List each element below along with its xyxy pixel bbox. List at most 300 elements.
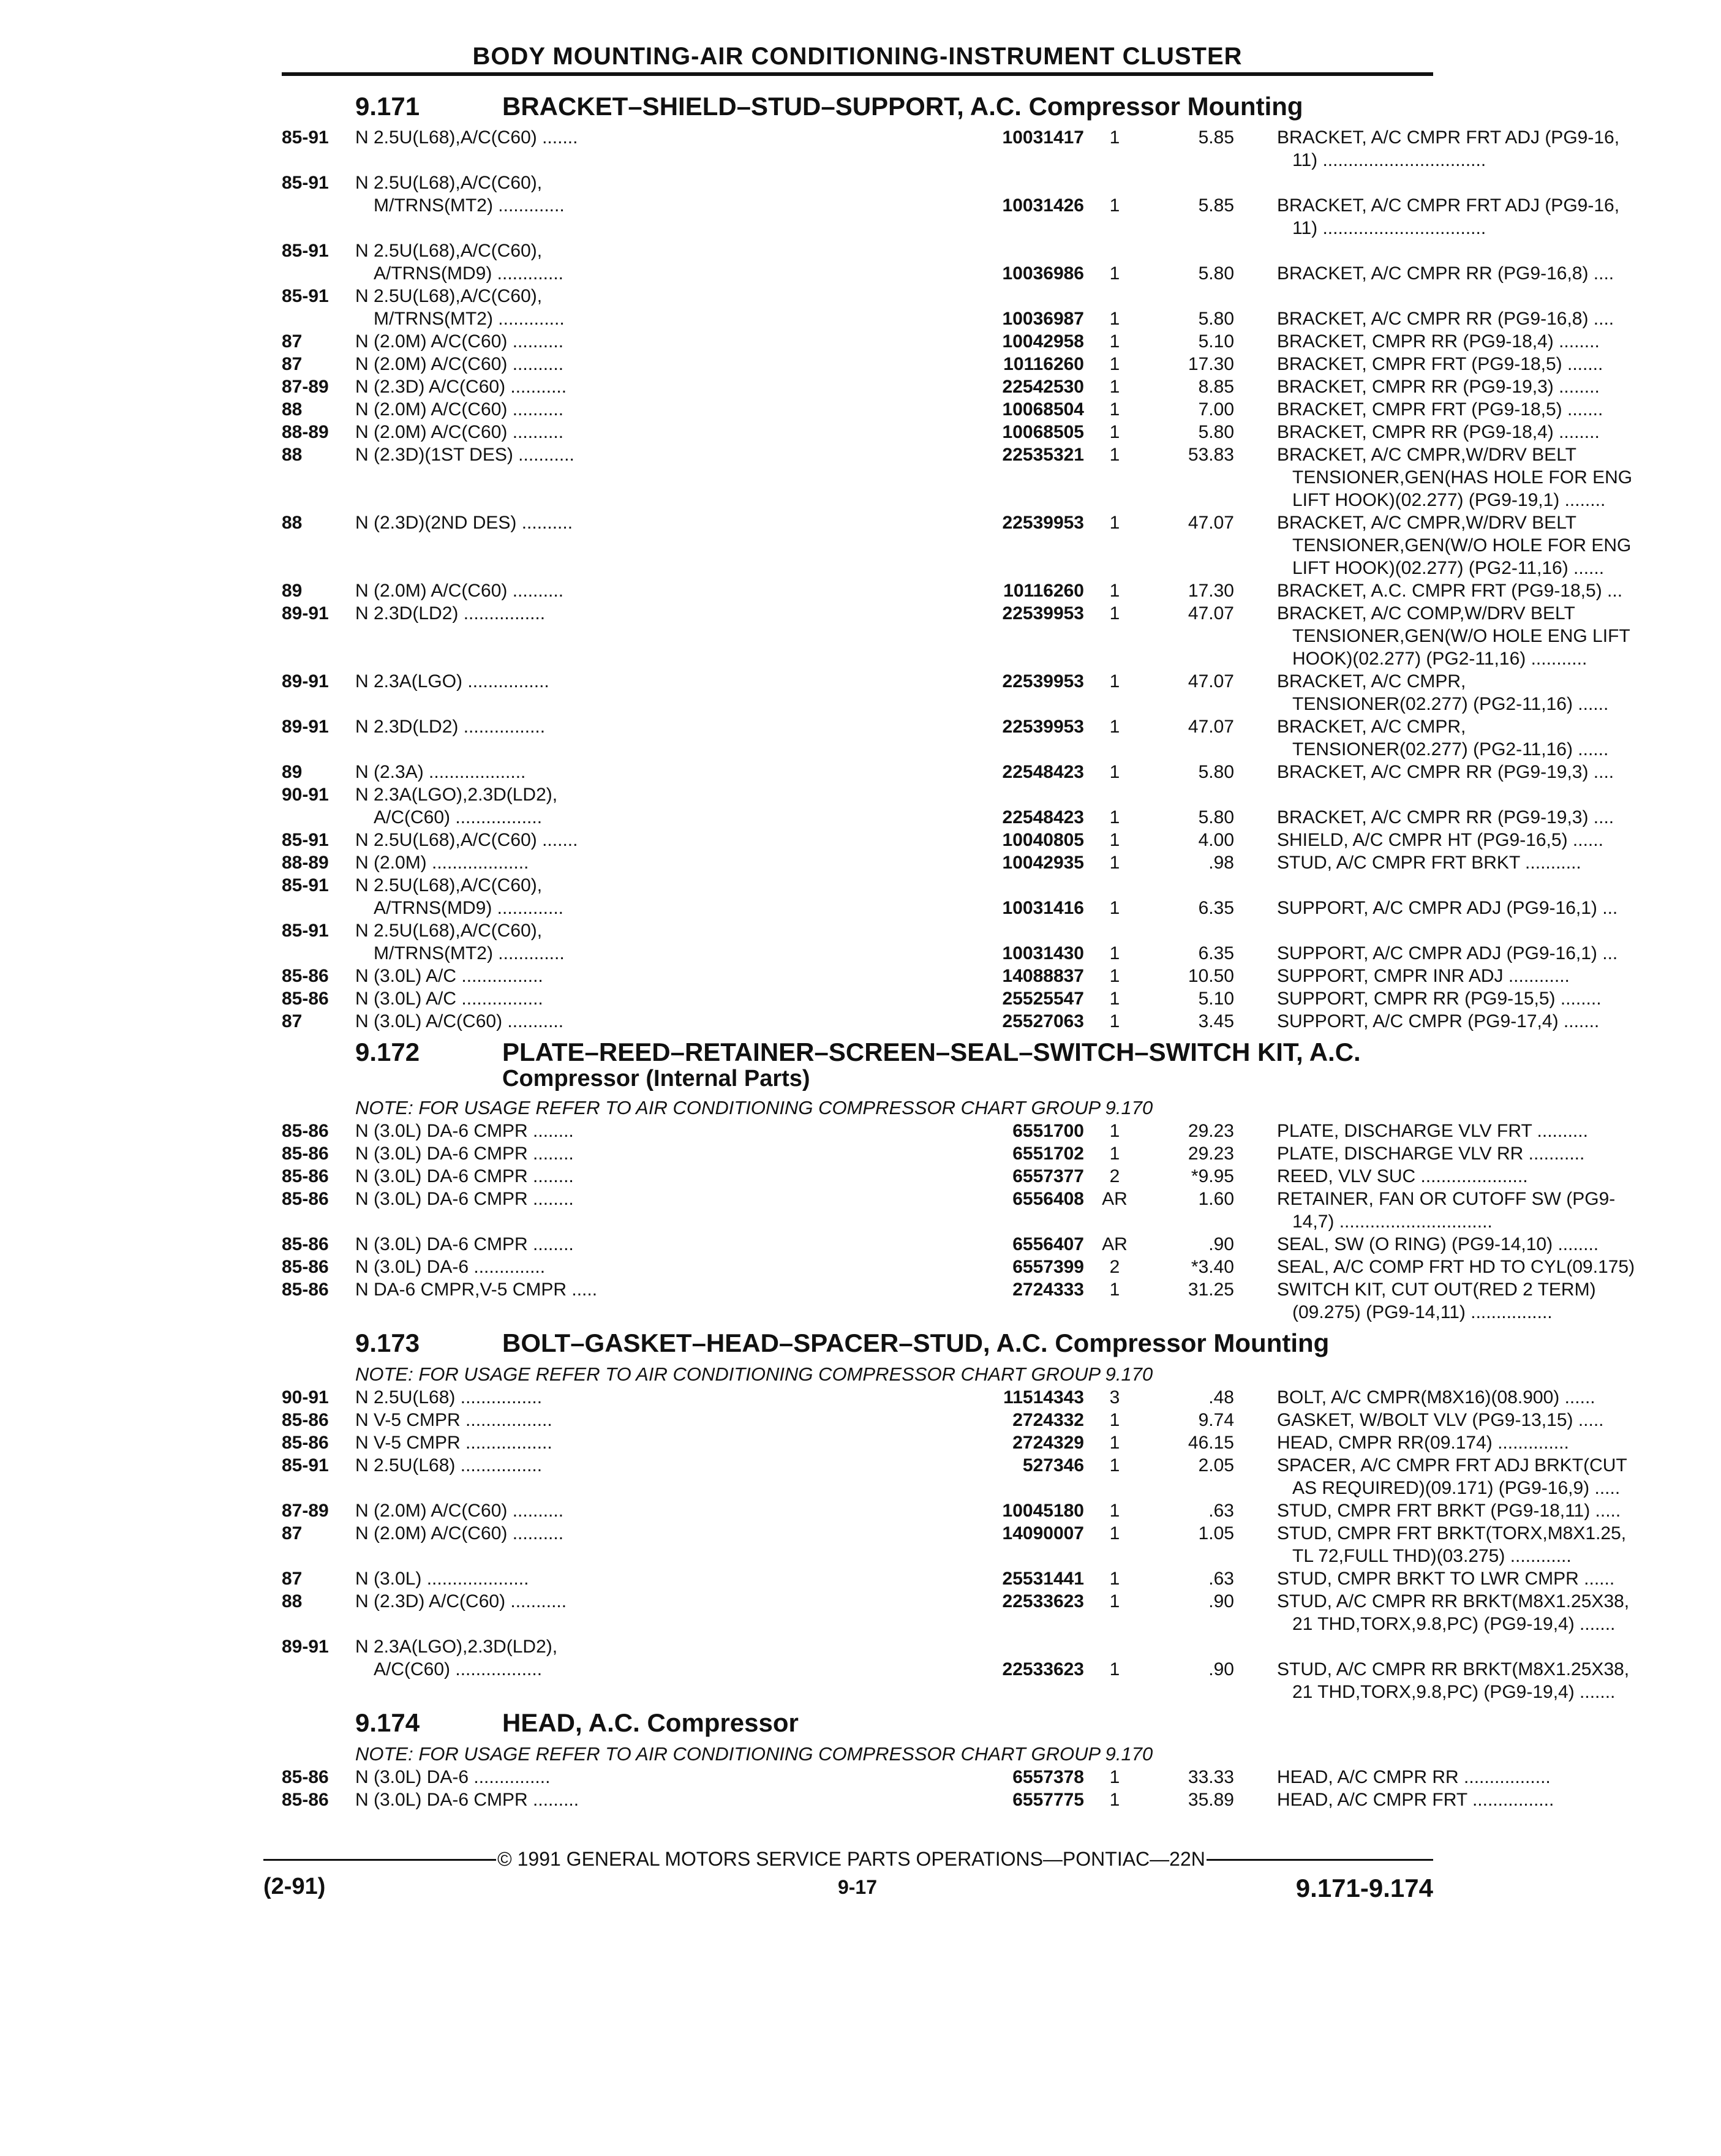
price: .90 xyxy=(1208,1234,1234,1254)
quantity: 1 xyxy=(1109,717,1120,737)
part-name: LIFT HOOK)(02.277) (PG2-11,16) ...... xyxy=(1292,558,1605,578)
application-desc: N (3.0L) DA-6 CMPR ........ xyxy=(355,1121,574,1141)
part-number: 10031417 xyxy=(1002,127,1084,148)
section-title: BOLT–GASKET–HEAD–SPACER–STUD, A.C. Compressor Mounting xyxy=(502,1329,1330,1357)
quantity: 1 xyxy=(1109,1280,1120,1300)
part-name: STUD, A/C CMPR RR BRKT(M8X1.25X38, xyxy=(1277,1659,1630,1679)
application-desc: N (3.0L) DA-6 .............. xyxy=(355,1257,546,1277)
part-name: STUD, A/C CMPR RR BRKT(M8X1.25X38, xyxy=(1277,1591,1630,1611)
part-row xyxy=(282,172,1620,239)
model-years: 85-86 xyxy=(282,1767,329,1787)
part-row-line xyxy=(282,1431,1569,1454)
quantity: 1 xyxy=(1109,1144,1120,1164)
part-number: 10031426 xyxy=(1002,195,1084,216)
model-years: 85-86 xyxy=(282,1257,329,1277)
model-years: 88 xyxy=(282,513,303,533)
price: 5.80 xyxy=(1198,422,1234,442)
part-name: BRACKET, CMPR RR (PG9-18,4) ........ xyxy=(1277,422,1600,442)
footer-rule-right xyxy=(1207,1859,1433,1861)
model-years: 89-91 xyxy=(282,603,329,624)
part-row xyxy=(282,670,1609,715)
model-years: 85-86 xyxy=(282,1234,329,1254)
part-row xyxy=(282,1522,1627,1567)
part-name: 14,7) .............................. xyxy=(1292,1212,1493,1232)
part-name: BRACKET, A.C. CMPR FRT (PG9-18,5) ... xyxy=(1277,581,1623,601)
header-rule xyxy=(282,72,1433,76)
section-heading xyxy=(282,87,1433,126)
part-name: SUPPORT, A/C CMPR ADJ (PG9-16,1) ... xyxy=(1277,898,1618,918)
model-years: 88 xyxy=(282,1591,303,1611)
model-years: 88 xyxy=(282,445,303,465)
part-name: SHIELD, A/C CMPR HT (PG9-16,5) ...... xyxy=(1277,830,1603,850)
part-name: SEAL, A/C COMP FRT HD TO CYL(09.175) xyxy=(1277,1257,1635,1277)
model-years: 85-91 xyxy=(282,286,329,306)
footer-copyright: © 1991 GENERAL MOTORS SERVICE PARTS OPERATIONS—PONTIAC—22N xyxy=(497,1848,1205,1870)
part-row-line xyxy=(282,1210,1493,1233)
quantity: 1 xyxy=(1109,1121,1120,1141)
quantity: 1 xyxy=(1109,377,1120,397)
quantity: 1 xyxy=(1109,1523,1120,1544)
part-row xyxy=(282,1256,1635,1278)
part-row xyxy=(282,443,1633,511)
application-desc: N 2.5U(L68),A/C(C60), xyxy=(355,241,543,261)
price: 9.74 xyxy=(1198,1410,1234,1430)
part-number: 6557775 xyxy=(1012,1790,1084,1810)
quantity: 1 xyxy=(1109,943,1120,963)
part-row xyxy=(282,783,1614,829)
model-years: 87 xyxy=(282,1011,303,1031)
part-name: 21 THD,TORX,9.8,PC) (PG9-19,4) ....... xyxy=(1292,1682,1616,1702)
part-row xyxy=(282,1120,1588,1142)
quantity: 1 xyxy=(1109,1011,1120,1031)
price: 5.10 xyxy=(1198,331,1234,352)
part-row xyxy=(282,715,1609,761)
quantity: 1 xyxy=(1109,331,1120,352)
quantity: 1 xyxy=(1109,807,1120,827)
price: .63 xyxy=(1208,1569,1234,1589)
part-row xyxy=(282,1142,1585,1165)
quantity: 1 xyxy=(1109,309,1120,329)
part-row-line xyxy=(282,126,1620,149)
price: 2.05 xyxy=(1198,1455,1234,1476)
model-years: 85-86 xyxy=(282,1790,329,1810)
quantity: 1 xyxy=(1109,127,1120,148)
model-years: 85-91 xyxy=(282,127,329,148)
section-title: HEAD, A.C. Compressor xyxy=(502,1708,799,1737)
part-name: TL 72,FULL THD)(03.275) ............ xyxy=(1292,1546,1572,1566)
part-row xyxy=(282,602,1630,670)
part-row-line xyxy=(282,1499,1621,1522)
part-row-line xyxy=(282,761,1614,783)
part-row-line xyxy=(282,579,1623,602)
part-number: 2724332 xyxy=(1012,1410,1084,1430)
footer-date-code: (2-91) xyxy=(263,1874,326,1899)
price: 5.80 xyxy=(1198,807,1234,827)
part-number: 22535321 xyxy=(1002,445,1084,465)
part-row-line xyxy=(282,1454,1627,1477)
quantity: 1 xyxy=(1109,671,1120,692)
section-heading xyxy=(282,1324,1433,1363)
part-number: 10040805 xyxy=(1002,830,1084,850)
quantity: 1 xyxy=(1109,399,1120,420)
model-years: 89 xyxy=(282,762,303,782)
model-years: 85-86 xyxy=(282,1189,329,1209)
parts-section xyxy=(282,87,1633,1033)
quantity: 2 xyxy=(1109,1257,1120,1277)
part-name: BRACKET, CMPR FRT (PG9-18,5) ....... xyxy=(1277,399,1603,420)
quantity: 1 xyxy=(1109,1767,1120,1787)
model-years: 85-86 xyxy=(282,1166,329,1186)
part-row-line xyxy=(282,375,1600,398)
application-desc: N (3.0L) A/C(C60) ........... xyxy=(355,1011,564,1031)
part-row-line xyxy=(282,1301,1553,1324)
part-number: 6556408 xyxy=(1012,1189,1084,1209)
price: 47.07 xyxy=(1188,717,1234,737)
part-row xyxy=(282,353,1603,375)
quantity: 1 xyxy=(1109,195,1120,216)
price: 29.23 xyxy=(1188,1121,1234,1141)
application-desc: N (2.0M) A/C(C60) .......... xyxy=(355,1523,564,1544)
part-row xyxy=(282,1454,1627,1499)
application-desc: N (3.0L) DA-6 CMPR ......... xyxy=(355,1790,579,1810)
model-years: 89-91 xyxy=(282,671,329,692)
part-name: STUD, CMPR FRT BRKT(TORX,M8X1.25, xyxy=(1277,1523,1627,1544)
part-number: 22548423 xyxy=(1002,762,1084,782)
price: 10.50 xyxy=(1188,966,1234,986)
part-name: BRACKET, A/C CMPR RR (PG9-16,8) .... xyxy=(1277,309,1614,329)
part-number: 14090007 xyxy=(1002,1523,1084,1544)
part-name: REED, VLV SUC ..................... xyxy=(1277,1166,1528,1186)
part-row xyxy=(282,330,1600,353)
part-row-line xyxy=(282,239,1433,262)
price: .63 xyxy=(1208,1501,1234,1521)
part-row-line xyxy=(282,1409,1604,1431)
part-row xyxy=(282,1590,1630,1635)
application-desc: N (2.0M) ................... xyxy=(355,853,529,873)
part-row xyxy=(282,874,1618,919)
price: 5.80 xyxy=(1198,762,1234,782)
application-desc: N 2.3D(LD2) ................ xyxy=(355,717,546,737)
quantity: AR xyxy=(1102,1234,1128,1254)
part-row-line xyxy=(282,829,1603,851)
part-row xyxy=(282,1010,1600,1033)
model-years: 87 xyxy=(282,354,303,374)
section-subtitle: Compressor (Internal Parts) xyxy=(502,1066,810,1091)
part-row xyxy=(282,919,1618,965)
part-row-line xyxy=(282,1789,1554,1811)
price: 47.07 xyxy=(1188,671,1234,692)
application-desc: M/TRNS(MT2) ............. xyxy=(374,195,565,216)
price: 8.85 xyxy=(1198,377,1234,397)
application-desc: N (2.0M) A/C(C60) .......... xyxy=(355,422,564,442)
part-row-line xyxy=(282,285,1433,307)
part-row-line xyxy=(282,534,1632,557)
application-desc: N 2.5U(L68),A/C(C60), xyxy=(355,173,543,193)
part-row-line xyxy=(282,1613,1616,1635)
part-number: 10068505 xyxy=(1002,422,1084,442)
part-name: BRACKET, CMPR RR (PG9-19,3) ........ xyxy=(1277,377,1600,397)
part-number: 10036987 xyxy=(1002,309,1084,329)
price: 53.83 xyxy=(1188,445,1234,465)
part-row-line xyxy=(282,262,1614,285)
part-name: SUPPORT, CMPR INR ADJ ............ xyxy=(1277,966,1570,986)
part-name: LIFT HOOK)(02.277) (PG9-19,1) ........ xyxy=(1292,490,1606,510)
model-years: 85-91 xyxy=(282,173,329,193)
part-number: 2724333 xyxy=(1012,1280,1084,1300)
part-name: SUPPORT, A/C CMPR ADJ (PG9-16,1) ... xyxy=(1277,943,1618,963)
quantity: 1 xyxy=(1109,1591,1120,1611)
part-number: 6551700 xyxy=(1012,1121,1084,1141)
part-name: STUD, CMPR FRT BRKT (PG9-18,11) ..... xyxy=(1277,1501,1621,1521)
quantity: 1 xyxy=(1109,966,1120,986)
part-row-line xyxy=(282,172,1433,194)
price: 6.35 xyxy=(1198,898,1234,918)
part-row-line xyxy=(282,421,1600,443)
part-number: 6557378 xyxy=(1012,1767,1084,1787)
part-name: BRACKET, A/C CMPR,W/DRV BELT xyxy=(1277,513,1576,533)
part-name: GASKET, W/BOLT VLV (PG9-13,15) ..... xyxy=(1277,1410,1604,1430)
model-years: 87 xyxy=(282,1523,303,1544)
part-row-line xyxy=(282,1142,1585,1165)
price: 29.23 xyxy=(1188,1144,1234,1164)
part-row-line xyxy=(282,511,1576,534)
quantity: 1 xyxy=(1109,581,1120,601)
part-number: 22539953 xyxy=(1002,671,1084,692)
application-desc: A/TRNS(MD9) ............. xyxy=(374,263,564,284)
price: 47.07 xyxy=(1188,513,1234,533)
application-desc: A/C(C60) ................. xyxy=(374,807,543,827)
application-desc: N V-5 CMPR ................. xyxy=(355,1410,552,1430)
part-number: 22548423 xyxy=(1002,807,1084,827)
application-desc: N (2.3D)(2ND DES) .......... xyxy=(355,513,573,533)
part-name: 11) ................................ xyxy=(1292,218,1486,238)
part-number: 10116260 xyxy=(1003,354,1084,374)
model-years: 89-91 xyxy=(282,1637,329,1657)
part-name: TENSIONER,GEN(W/O HOLE FOR ENG xyxy=(1292,535,1632,556)
part-row xyxy=(282,421,1600,443)
part-number: 22539953 xyxy=(1002,717,1084,737)
quantity: 1 xyxy=(1109,354,1120,374)
price: 6.35 xyxy=(1198,943,1234,963)
part-number: 25531441 xyxy=(1002,1569,1084,1589)
model-years: 85-86 xyxy=(282,1144,329,1164)
part-row-line xyxy=(282,489,1606,511)
model-years: 88 xyxy=(282,399,303,420)
quantity: 1 xyxy=(1109,263,1120,284)
part-row-line xyxy=(282,1766,1551,1789)
application-desc: A/TRNS(MD9) ............. xyxy=(374,898,564,918)
footer-page-number: 9-17 xyxy=(837,1876,878,1898)
model-years: 87-89 xyxy=(282,377,329,397)
application-desc: N (2.0M) A/C(C60) .......... xyxy=(355,354,564,374)
part-name: BRACKET, A/C CMPR FRT ADJ (PG9-16, xyxy=(1277,195,1620,216)
application-desc: A/C(C60) ................. xyxy=(374,1659,543,1679)
part-name: HEAD, CMPR RR(09.174) .............. xyxy=(1277,1433,1569,1453)
application-desc: N DA-6 CMPR,V-5 CMPR ..... xyxy=(355,1280,598,1300)
section-title: BRACKET–SHIELD–STUD–SUPPORT, A.C. Compressor Mounting xyxy=(502,92,1303,121)
quantity: 1 xyxy=(1109,989,1120,1009)
part-name: SUPPORT, CMPR RR (PG9-15,5) ........ xyxy=(1277,989,1602,1009)
part-number: 10068504 xyxy=(1002,399,1084,420)
part-row-line xyxy=(282,670,1466,693)
part-row-line xyxy=(282,353,1603,375)
application-desc: N 2.3A(LGO),2.3D(LD2), xyxy=(355,785,558,805)
part-row-line xyxy=(282,965,1570,987)
part-row-line xyxy=(282,557,1605,579)
quantity: 1 xyxy=(1109,603,1120,624)
application-desc: N 2.5U(L68),A/C(C60) ....... xyxy=(355,127,578,148)
part-row-line xyxy=(282,942,1618,965)
part-name: PLATE, DISCHARGE VLV RR ........... xyxy=(1277,1144,1585,1164)
part-row-line xyxy=(282,1681,1616,1703)
section-note: NOTE: FOR USAGE REFER TO AIR CONDITIONING COMPRESSOR CHART GROUP 9.170 xyxy=(355,1097,1153,1118)
part-row xyxy=(282,375,1600,398)
part-name: BRACKET, A/C CMPR, xyxy=(1277,671,1466,692)
part-row-line xyxy=(282,1233,1599,1256)
part-name: BRACKET, CMPR FRT (PG9-18,5) ....... xyxy=(1277,354,1603,374)
application-desc: M/TRNS(MT2) ............. xyxy=(374,309,565,329)
quantity: 1 xyxy=(1109,853,1120,873)
part-row xyxy=(282,1766,1551,1789)
price: 46.15 xyxy=(1188,1433,1234,1453)
part-row xyxy=(282,1188,1616,1233)
part-number: 10042935 xyxy=(1002,853,1084,873)
part-row-line xyxy=(282,466,1633,489)
part-name: PLATE, DISCHARGE VLV FRT .......... xyxy=(1277,1121,1588,1141)
application-desc: N (2.0M) A/C(C60) .......... xyxy=(355,331,564,352)
part-name: (09.275) (PG9-14,11) ................ xyxy=(1292,1302,1553,1322)
part-number: 6551702 xyxy=(1012,1144,1084,1164)
application-desc: N 2.3A(LGO),2.3D(LD2), xyxy=(355,1637,558,1657)
application-desc: N (3.0L) A/C ................ xyxy=(355,989,543,1009)
application-desc: N 2.3D(LD2) ................ xyxy=(355,603,546,624)
application-desc: N (2.3D) A/C(C60) ........... xyxy=(355,1591,567,1611)
part-number: 25527063 xyxy=(1002,1011,1084,1031)
price: 5.80 xyxy=(1198,263,1234,284)
part-row xyxy=(282,761,1614,783)
part-row xyxy=(282,126,1620,172)
application-desc: N (2.0M) A/C(C60) .......... xyxy=(355,581,564,601)
model-years: 85-86 xyxy=(282,1121,329,1141)
part-row xyxy=(282,1567,1615,1590)
part-row xyxy=(282,987,1602,1010)
model-years: 87 xyxy=(282,1569,303,1589)
footer-rule-left xyxy=(263,1859,496,1861)
model-years: 85-91 xyxy=(282,921,329,941)
part-row-line xyxy=(282,307,1614,330)
part-name: HEAD, A/C CMPR RR ................. xyxy=(1277,1767,1551,1787)
part-name: HEAD, A/C CMPR FRT ................ xyxy=(1277,1790,1554,1810)
quantity: 1 xyxy=(1109,1455,1120,1476)
section-heading xyxy=(282,1033,1433,1096)
part-row-line xyxy=(282,1658,1630,1681)
part-row-line xyxy=(282,1120,1588,1142)
price: 1.60 xyxy=(1198,1189,1234,1209)
model-years: 85-91 xyxy=(282,830,329,850)
quantity: 3 xyxy=(1109,1387,1120,1408)
part-number: 10042958 xyxy=(1002,331,1084,352)
part-row-line xyxy=(282,1165,1528,1188)
part-row-line xyxy=(282,897,1618,919)
part-row xyxy=(282,239,1614,285)
model-years: 85-91 xyxy=(282,875,329,895)
part-row-line xyxy=(282,1477,1621,1499)
model-years: 90-91 xyxy=(282,785,329,805)
part-row-line xyxy=(282,1635,1433,1658)
price: .98 xyxy=(1208,853,1234,873)
part-row-line xyxy=(282,919,1433,942)
part-row-line xyxy=(282,874,1433,897)
quantity: 2 xyxy=(1109,1166,1120,1186)
price: 4.00 xyxy=(1198,830,1234,850)
part-name: SPACER, A/C CMPR FRT ADJ BRKT(CUT xyxy=(1277,1455,1627,1476)
price: .48 xyxy=(1208,1387,1234,1408)
model-years: 89 xyxy=(282,581,303,601)
model-years: 87-89 xyxy=(282,1501,329,1521)
quantity: 1 xyxy=(1109,422,1120,442)
part-row-line xyxy=(282,1567,1615,1590)
footer-section-range: 9.171-9.174 xyxy=(1295,1874,1433,1902)
part-name: BRACKET, A/C CMPR, xyxy=(1277,717,1466,737)
part-number: 10116260 xyxy=(1003,581,1084,601)
quantity: 1 xyxy=(1109,762,1120,782)
section-note: NOTE: FOR USAGE REFER TO AIR CONDITIONING COMPRESSOR CHART GROUP 9.170 xyxy=(355,1743,1153,1765)
part-row xyxy=(282,851,1581,874)
part-row-line xyxy=(282,330,1600,353)
section-heading xyxy=(282,1703,1433,1743)
price: 17.30 xyxy=(1188,354,1234,374)
application-desc: N (3.0L) .................... xyxy=(355,1569,529,1589)
model-years: 87 xyxy=(282,331,303,352)
part-name: AS REQUIRED)(09.171) (PG9-16,9) ..... xyxy=(1292,1478,1621,1498)
quantity: 1 xyxy=(1109,1433,1120,1453)
part-row-line xyxy=(282,1590,1630,1613)
section-number: 9.174 xyxy=(355,1708,420,1737)
price: 5.10 xyxy=(1198,989,1234,1009)
part-number: 10045180 xyxy=(1002,1501,1084,1521)
model-years: 85-91 xyxy=(282,241,329,261)
application-desc: N (3.0L) DA-6 CMPR ........ xyxy=(355,1144,574,1164)
part-row xyxy=(282,511,1632,579)
part-number: 22533623 xyxy=(1002,1659,1084,1679)
part-number: 22533623 xyxy=(1002,1591,1084,1611)
part-number: 6556407 xyxy=(1012,1234,1084,1254)
part-row-line xyxy=(282,1278,1596,1301)
section-number: 9.172 xyxy=(355,1038,420,1066)
part-row-line xyxy=(282,1545,1572,1567)
part-name: BRACKET, A/C COMP,W/DRV BELT xyxy=(1277,603,1575,624)
application-desc: N (3.0L) DA-6 CMPR ........ xyxy=(355,1234,574,1254)
part-number: 11514343 xyxy=(1003,1387,1084,1408)
price: 3.45 xyxy=(1198,1011,1234,1031)
price: 47.07 xyxy=(1188,603,1234,624)
model-years: 85-86 xyxy=(282,1433,329,1453)
page-footer xyxy=(263,1847,1433,1920)
application-desc: N V-5 CMPR ................. xyxy=(355,1433,552,1453)
part-name: BRACKET, A/C CMPR FRT ADJ (PG9-16, xyxy=(1277,127,1620,148)
part-row xyxy=(282,1635,1630,1703)
part-name: SEAL, SW (O RING) (PG9-14,10) ........ xyxy=(1277,1234,1599,1254)
part-row xyxy=(282,1409,1604,1431)
part-name: 21 THD,TORX,9.8,PC) (PG9-19,4) ....... xyxy=(1292,1614,1616,1634)
application-desc: N (3.0L) DA-6 CMPR ........ xyxy=(355,1166,574,1186)
price: 17.30 xyxy=(1188,581,1234,601)
application-desc: N 2.5U(L68),A/C(C60), xyxy=(355,875,543,895)
part-row xyxy=(282,965,1570,987)
quantity: 1 xyxy=(1109,1569,1120,1589)
part-row-line xyxy=(282,217,1486,239)
part-name: HOOK)(02.277) (PG2-11,16) ........... xyxy=(1292,649,1587,669)
